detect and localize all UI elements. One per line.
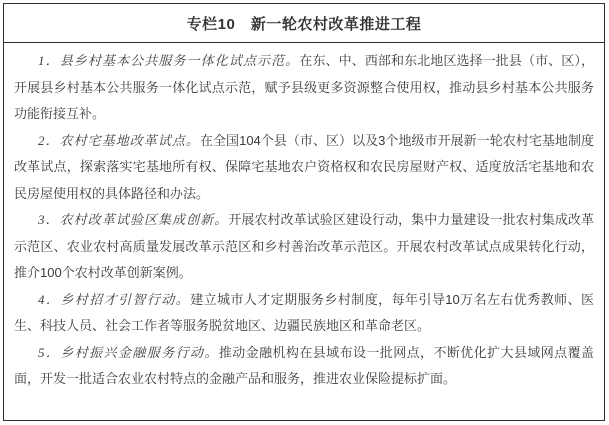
list-item: [14, 287, 594, 340]
list-item: [14, 207, 594, 287]
item-body: 在东、中、西部和东北地区选择一批县（市、区），开展县乡村基本公共服务一体化试点示范，赋予县级更多资源整合使用权，推动县乡村基本公共服务功能衔接互补。: [14, 53, 594, 121]
item-number-lead: 2．农村宅基地改革试点。: [38, 132, 200, 148]
list-item: [14, 48, 594, 128]
list-item: [14, 340, 594, 393]
item-number-lead: 5．乡村振兴金融服务行动。: [38, 344, 219, 360]
item-number-lead: 1．县乡村基本公共服务一体化试点示范。: [38, 53, 300, 68]
item-number-lead: 3．农村改革试验区集成创新。: [38, 212, 229, 227]
column-box: [3, 3, 605, 421]
column-box-body: [4, 43, 604, 393]
column-box-header: [4, 4, 604, 43]
item-body: 开展农村改革试验区建设行动，集中力量建设一批农村集成改革示范区、农业农村高质量发展改革示范区和乡村善治改革示范区。开展农村改革试点成果转化行动，推介100个农村改革创新案例。: [14, 212, 594, 280]
item-body: 建立城市人才定期服务乡村制度，每年引导10万名左右优秀教师、医生、科技人员、社会工作者等服务脱贫地区、边疆民族地区和革命老区。: [14, 291, 594, 333]
item-body: 推动金融机构在县域布设一批网点，不断优化扩大县域网点覆盖面，开发一批适合农业农村特点的金融产品和服务，推进农业保险提标扩面。: [14, 344, 594, 386]
panel-title: 专栏10 新一轮农村改革推进工程: [186, 15, 422, 33]
item-body: 在全国104个县（市、区）以及3个地级市开展新一轮农村宅基地制度改革试点，探索落实宅基地所有权、保障宅基地农户资格权和农民房屋财产权、适度放活宅基地和农民房屋使用权的具体路径和办法。: [14, 132, 594, 201]
list-item: [14, 128, 594, 208]
item-number-lead: 4．乡村招才引智行动。: [38, 291, 191, 307]
